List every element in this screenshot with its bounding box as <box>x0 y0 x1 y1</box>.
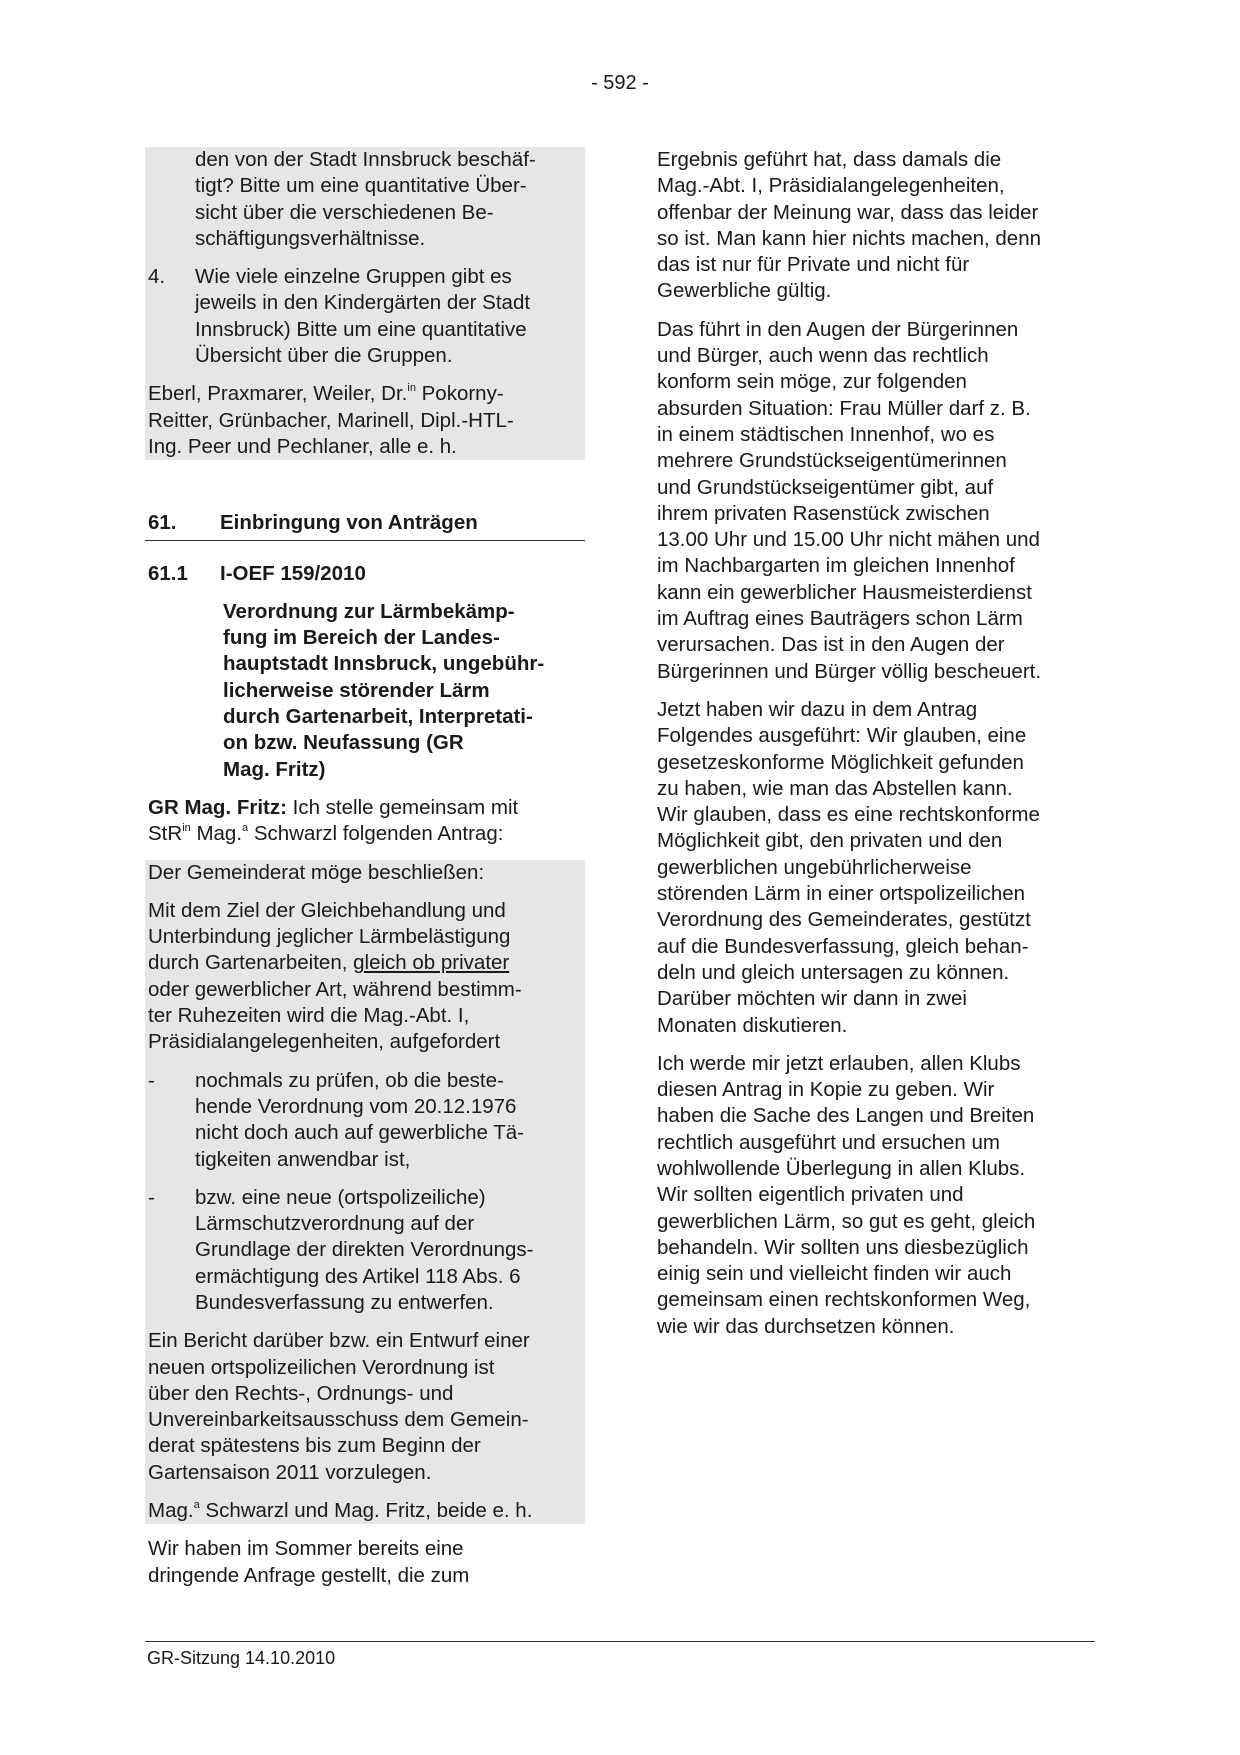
motion-paragraph: Mit dem Ziel der Gleichbehandlung und Unterbindung jeglicher Lärmbelästigung durch Gartenarbeiten, gleich ob privater oder gewerblicher Art, während bestimm- ter Ruhezeiten wird die Mag.-Abt. I, Präsidialangelegenheiten, aufgefordert <box>148 898 522 1054</box>
paragraph: Ergebnis geführt hat, dass damals die Mag.-Abt. I, Präsidialangelegenheiten, offenbar der Meinung war, dass das leider so ist. Man kann hier nichts machen, denn das ist nur für Private und nicht für Gewerbliche gültig. <box>657 148 1042 303</box>
page-number: - 592 - <box>591 72 649 94</box>
motion-bullet-1: - nochmals zu prüfen, ob die beste- hende Verordnung vom 20.12.1976 nicht doch auch auf gewerbliche Tä- tigkeiten anwendbar ist, <box>148 1068 524 1171</box>
motion-signers: Mag.$^a$ Schwarzl und Mag. Fritz, beide e. h. <box>148 1499 533 1523</box>
left-column <box>145 147 585 1589</box>
motion-intro: Der Gemeinderat möge beschließen: <box>148 860 485 884</box>
motion-report: Ein Bericht darüber bzw. ein Entwurf einer neuen ortspolizeilichen Verordnung ist über den Rechts-, Ordnungs- und Unvereinbarkeitsausschuss dem Gemein- derat spätestens bis zum Beginn der Gartensaison 2011 vorzulegen. <box>148 1329 530 1484</box>
bullet-marker: - <box>148 1068 155 1092</box>
footer-text: GR-Sitzung 14.10.2010 <box>147 1648 336 1668</box>
motion-bullet-2: - bzw. eine neue (ortspolizeiliche) Lärmschutzverordnung auf der Grundlage der direkten Verordnungs- ermächtigung des Artikel 118 Abs. 6 Bundesverfassung zu entwerfen. <box>148 1185 534 1314</box>
paragraph: Jetzt haben wir dazu in dem Antrag Folgendes ausgeführt: Wir glauben, eine gesetzeskonforme Möglichkeit gefunden zu haben, wie man das Abstellen kann. Wir glauben, dass es eine rechtskonforme Möglichkeit gibt, den privaten und den gewerblichen ungebührlicherweise störenden Lärm in einer ortspolizeilichen Verordnung des Gemeinderates, gestützt auf die Bundesverfassung, gleich behan- deln und gleich untersagen zu können. Darüber möchten wir dann in zwei Monaten diskutieren. <box>657 697 1040 1037</box>
footer-divider <box>145 1641 1095 1642</box>
speech-continuation: Wir haben im Sommer bereits eine dringende Anfrage gestellt, die zum <box>148 1537 470 1587</box>
inquiry-block <box>145 147 585 460</box>
speech-intro: GR Mag. Fritz: Ich stelle gemeinsam mit StR$^{in}$ Mag.$^a$ Schwarzl folgenden Antrag: <box>148 795 519 846</box>
speaker-name: GR Mag. Fritz: <box>148 795 287 819</box>
paragraph: Ich werde mir jetzt erlauben, allen Klubs diesen Antrag in Kopie zu geben. Wir haben die Sache des Langen und Breiten rechtlich ausgeführt und ersuchen um wohlwollende Überlegung in allen Klubs. Wir sollten eigentlich privaten und gewerblichen Lärm, so gut es geht, gleich behandeln. Wir sollten uns diesbezüglich einig sein und vielleicht finden wir auch gemeinsam einen rechtskonformen Weg, wie wir das durchsetzen können. <box>657 1051 1036 1338</box>
question-4-number: 4. <box>148 265 166 289</box>
paragraph: Das führt in den Augen der Bürgerinnen und Bürger, auch wenn das rechtlich konform sein möge, zur folgenden absurden Situation: Frau Müller darf z. B. in einem städtischen Innenhof, wo es mehrere Grundstückseigentümerinnen und Grundstückseigentümer gibt, auf ihrem privaten Rasenstück zwischen 13.00 Uhr und 15.00 Uhr nicht mähen und im Nachbargarten im gleichen Innenhof kann ein gewerblicher Hausmeisterdienst im Auftrag eines Bauträgers schon Lärm verursachen. Das ist in den Augen der Bürgerinnen und Bürger völlig bescheuert. <box>657 317 1042 683</box>
subsection-title: Verordnung zur Lärmbekämp- fung im Bereich der Landes- hauptstadt Innsbruck, ungebühr- licherweise störender Lärm durch Gartenarbeit, Interpretati- on bzw. Neufassung (GR Mag. Fritz) <box>223 599 545 781</box>
section-heading <box>145 510 585 540</box>
right-column <box>657 147 1091 1340</box>
question-3-text: den von der Stadt Innsbruck beschäf- tigt? Bitte um eine quantitative Über- sicht über die verschiedenen Be- schäftigungsverhältnisse. <box>195 148 536 250</box>
section-title: Einbringung von Anträgen <box>220 511 478 535</box>
subsection-code: I-OEF 159/2010 <box>220 561 366 585</box>
subsection-number: 61.1 <box>148 561 188 585</box>
bullet-marker: - <box>148 1185 155 1209</box>
subsection-heading <box>145 561 585 587</box>
motion-block <box>145 860 585 1525</box>
inquiry-signers: Eberl, Praxmarer, Weiler, Dr.$^{in}$ Pokorny- Reitter, Grünbacher, Marinell, Dipl.-HTL- Ing. Peer und Pechlaner, alle e. h. <box>148 382 514 458</box>
question-4: 4. Wie viele einzelne Gruppen gibt es jeweils in den Kindergärten der Stadt Innsbruck) Bitte um eine quantitative Übersicht über die Gruppen. <box>148 265 531 368</box>
section-number: 61. <box>148 511 177 535</box>
